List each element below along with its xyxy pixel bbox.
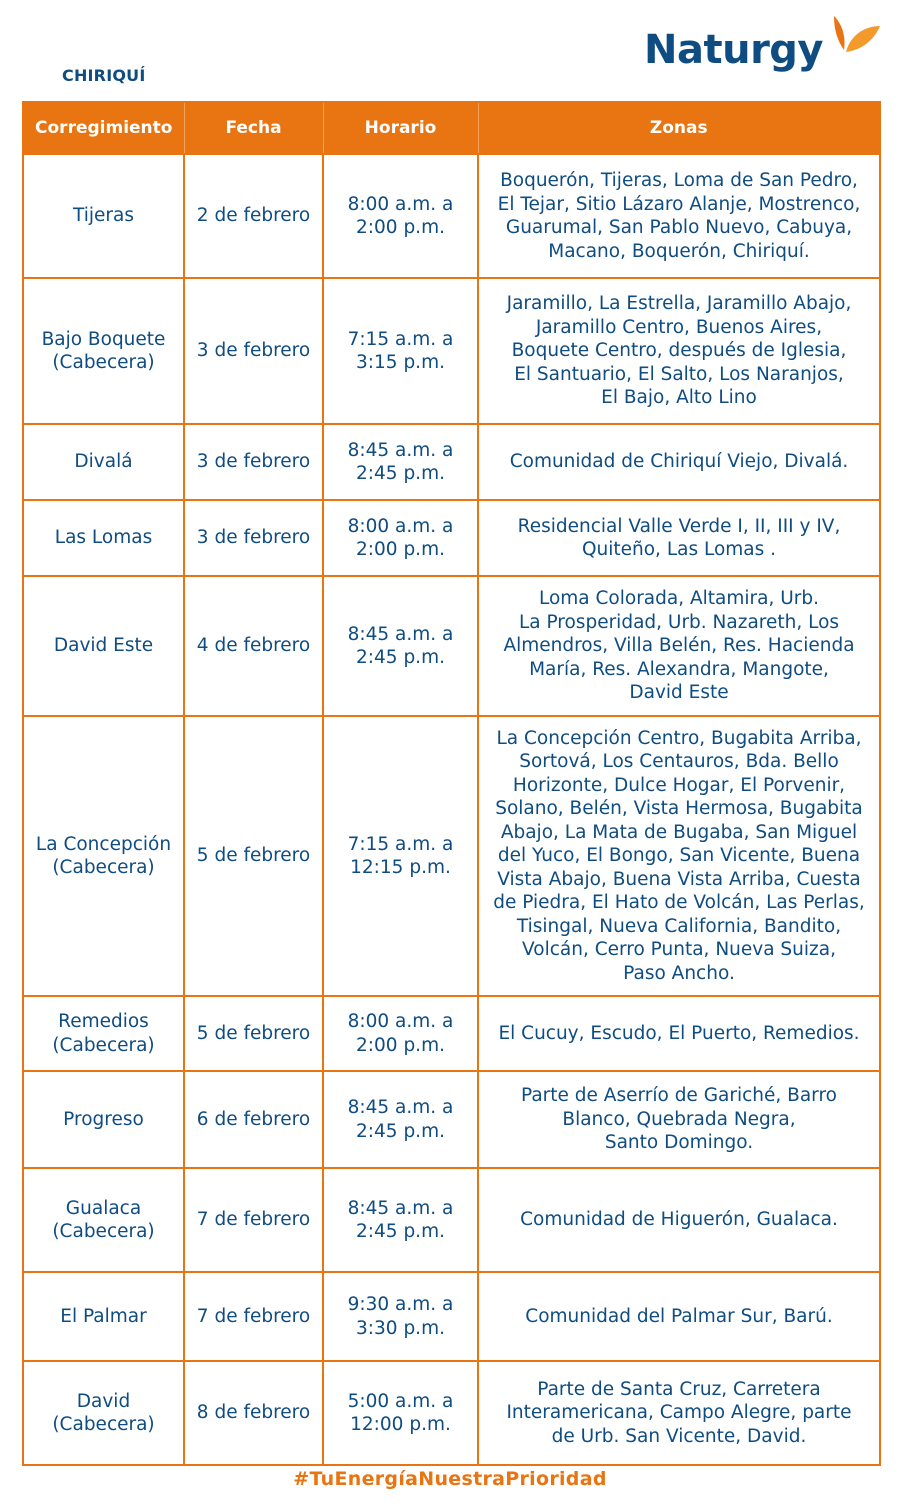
header-corregimiento: Corregimiento xyxy=(23,102,184,154)
cell-zonas xyxy=(478,1272,880,1361)
cell-fecha: 3 de febrero xyxy=(184,424,323,500)
cell-zonas xyxy=(478,154,880,278)
zonas-line: Almendros, Villa Belén, Res. Hacienda xyxy=(503,635,855,657)
horario-line: 3:30 p.m. xyxy=(356,1317,445,1339)
zonas-line: Loma Colorada, Altamira, Urb. xyxy=(538,588,820,610)
cell-corregimiento: David Este xyxy=(23,576,184,716)
cell-zonas xyxy=(478,424,880,500)
butterfly-icon xyxy=(828,14,884,74)
header-zonas: Zonas xyxy=(478,102,880,154)
zonas-line: Jaramillo Centro, Buenos Aires, xyxy=(535,316,823,338)
horario-line: 8:00 a.m. a xyxy=(347,193,454,215)
cell-corregimiento: David (Cabecera) xyxy=(23,1361,184,1465)
zonas-line: Paso Ancho. xyxy=(623,962,735,984)
zonas-line: Parte de Aserrío de Gariché, Barro xyxy=(521,1085,837,1107)
zonas-line: Sortová, Los Centauros, Bda. Bello xyxy=(519,751,839,773)
horario-line: 12:15 p.m. xyxy=(350,857,451,878)
region-title: CHIRIQUÍ xyxy=(62,66,146,85)
cell-zonas xyxy=(478,278,880,424)
cell-corregimiento: Progreso xyxy=(23,1071,184,1168)
zonas-line: del Yuco, El Bongo, San Vicente, Buena xyxy=(497,845,861,867)
cell-zonas xyxy=(478,1168,880,1272)
horario-line: 8:00 a.m. a xyxy=(347,515,454,537)
zonas-line: El Tejar, Sitio Lázaro Alanje, Mostrenco, xyxy=(497,193,861,215)
zonas-line: Guarumal, San Pablo Nuevo, Cabuya, xyxy=(505,217,853,238)
zonas-line: Vista Abajo, Buena Vista Arriba, Cuesta xyxy=(497,868,861,890)
zonas-line: Parte de Santa Cruz, Carretera xyxy=(537,1378,821,1400)
cell-fecha: 4 de febrero xyxy=(184,576,323,716)
cell-horario xyxy=(323,1272,478,1361)
zonas-line: Comunidad de Higuerón, Gualaca. xyxy=(520,1209,838,1231)
horario-line: 8:45 a.m. a xyxy=(347,439,454,461)
horario-line: 2:45 p.m. xyxy=(356,1120,445,1142)
header-fecha: Fecha xyxy=(184,102,323,154)
table-row xyxy=(23,154,880,278)
horario-line: 8:00 a.m. a xyxy=(347,1011,454,1032)
zonas-line: Blanco, Quebrada Negra, xyxy=(562,1108,796,1130)
horario-line: 2:45 p.m. xyxy=(356,1221,445,1242)
zonas-line: La Prosperidad, Urb. Nazareth, Los xyxy=(518,611,840,633)
table-row xyxy=(23,1071,880,1168)
cell-zonas xyxy=(478,716,880,996)
zonas-line: Santo Domingo. xyxy=(604,1132,754,1154)
cell-fecha: 5 de febrero xyxy=(184,716,323,996)
naturgy-logo xyxy=(644,14,884,86)
cell-corregimiento: La Concepción (Cabecera) xyxy=(23,716,184,996)
horario-line: 9:30 a.m. a xyxy=(347,1294,454,1315)
cell-fecha: 6 de febrero xyxy=(184,1071,323,1168)
zonas-line: David Este xyxy=(629,682,729,704)
zonas-line: Boquete Centro, después de Iglesia, xyxy=(511,340,847,362)
horario-line: 8:45 a.m. a xyxy=(347,623,454,645)
cell-horario xyxy=(323,424,478,500)
table-body xyxy=(23,154,880,1465)
horario-line: 8:45 a.m. a xyxy=(347,1097,454,1118)
cell-fecha: 3 de febrero xyxy=(184,500,323,576)
horario-line: 2:00 p.m. xyxy=(356,217,445,238)
horario-line: 12:00 p.m. xyxy=(350,1414,451,1435)
table-row xyxy=(23,1272,880,1361)
table-header-row xyxy=(23,102,880,154)
zonas-line: de Urb. San Vicente, David. xyxy=(551,1425,807,1447)
hashtag: #TuEnergíaNuestraPrioridad xyxy=(293,1468,607,1490)
table-row xyxy=(23,716,880,996)
zonas-line: Quiteño, Las Lomas . xyxy=(581,539,777,560)
zonas-line: María, Res. Alexandra, Mangote, xyxy=(529,658,829,680)
zonas-line: El Santuario, El Salto, Los Naranjos, xyxy=(514,363,844,385)
cell-fecha: 7 de febrero xyxy=(184,1168,323,1272)
table-row xyxy=(23,278,880,424)
table-row xyxy=(23,1168,880,1272)
zonas-line: Residencial Valle Verde I, II, III y IV, xyxy=(517,515,841,537)
schedule-table xyxy=(22,101,881,1466)
cell-horario xyxy=(323,576,478,716)
zonas-line: Volcán, Cerro Punta, Nueva Suiza, xyxy=(522,939,836,961)
cell-horario xyxy=(323,1361,478,1465)
zonas-line: Macano, Boquerón, Chiriquí. xyxy=(548,240,810,262)
cell-horario xyxy=(323,1168,478,1272)
cell-corregimiento: Bajo Boquete (Cabecera) xyxy=(23,278,184,424)
cell-zonas xyxy=(478,500,880,576)
zonas-line: Comunidad del Palmar Sur, Barú. xyxy=(525,1305,833,1327)
cell-zonas xyxy=(478,1071,880,1168)
table-row xyxy=(23,576,880,716)
horario-line: 2:45 p.m. xyxy=(356,647,445,668)
zonas-line: El Bajo, Alto Lino xyxy=(601,387,757,409)
cell-zonas xyxy=(478,576,880,716)
cell-horario xyxy=(323,278,478,424)
cell-horario xyxy=(323,996,478,1071)
zonas-line: Solano, Belén, Vista Hermosa, Bugabita xyxy=(495,798,863,820)
zonas-line: Tisingal, Nueva California, Bandito, xyxy=(516,915,842,937)
zonas-line: El Cucuy, Escudo, El Puerto, Remedios. xyxy=(498,1022,860,1044)
brand-name: Naturgy xyxy=(644,27,823,73)
cell-fecha: 5 de febrero xyxy=(184,996,323,1071)
cell-fecha: 3 de febrero xyxy=(184,278,323,424)
horario-line: 7:15 a.m. a xyxy=(347,328,454,350)
cell-horario xyxy=(323,154,478,278)
table-row xyxy=(23,424,880,500)
zonas-line: Jaramillo, La Estrella, Jaramillo Abajo, xyxy=(506,293,852,315)
cell-corregimiento: Gualaca (Cabecera) xyxy=(23,1168,184,1272)
zonas-line: Horizonte, Dulce Hogar, El Porvenir, xyxy=(512,774,846,796)
horario-line: 5:00 a.m. a xyxy=(347,1390,454,1412)
zonas-line: Comunidad de Chiriquí Viejo, Divalá. xyxy=(509,451,849,473)
cell-horario xyxy=(323,500,478,576)
cell-fecha: 7 de febrero xyxy=(184,1272,323,1361)
cell-fecha: 2 de febrero xyxy=(184,154,323,278)
horario-line: 8:45 a.m. a xyxy=(347,1197,454,1219)
cell-corregimiento: El Palmar xyxy=(23,1272,184,1361)
zonas-line: La Concepción Centro, Bugabita Arriba, xyxy=(496,727,862,749)
cell-fecha: 8 de febrero xyxy=(184,1361,323,1465)
table-row xyxy=(23,996,880,1071)
table-row xyxy=(23,500,880,576)
zonas-line: Abajo, La Mata de Bugaba, San Miguel xyxy=(500,821,858,843)
horario-line: 2:00 p.m. xyxy=(356,1034,445,1056)
header-horario: Horario xyxy=(323,102,478,154)
cell-corregimiento: Las Lomas xyxy=(23,500,184,576)
cell-horario xyxy=(323,716,478,996)
cell-horario xyxy=(323,1071,478,1168)
cell-corregimiento: Remedios (Cabecera) xyxy=(23,996,184,1071)
horario-line: 2:45 p.m. xyxy=(356,463,445,484)
horario-line: 7:15 a.m. a xyxy=(347,833,454,855)
cell-zonas xyxy=(478,1361,880,1465)
zonas-line: Interamericana, Campo Alegre, parte xyxy=(506,1402,852,1424)
horario-line: 3:15 p.m. xyxy=(356,352,445,373)
table-row xyxy=(23,1361,880,1465)
zonas-line: Boquerón, Tijeras, Loma de San Pedro, xyxy=(500,170,858,191)
zonas-line: de Piedra, El Hato de Volcán, Las Perlas, xyxy=(493,892,865,914)
cell-zonas xyxy=(478,996,880,1071)
cell-corregimiento: Divalá xyxy=(23,424,184,500)
horario-line: 2:00 p.m. xyxy=(356,539,445,560)
cell-corregimiento: Tijeras xyxy=(23,154,184,278)
